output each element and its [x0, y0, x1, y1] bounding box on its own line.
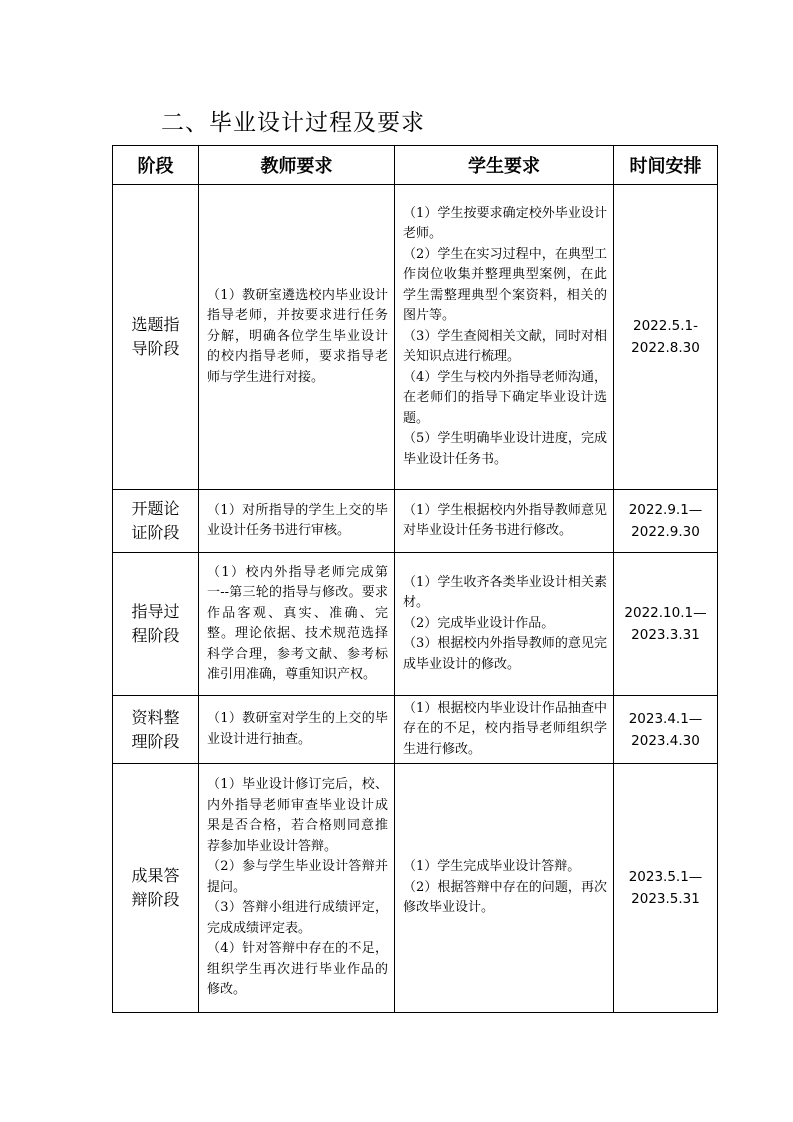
- schedule-cell: [614, 553, 718, 696]
- schedule-cell: [614, 185, 718, 490]
- requirement-item: （3）答辩小组进行成绩评定，完成成绩评定表。: [207, 900, 388, 936]
- requirement-item: （1）教研室遴选校内毕业设计指导老师，并按要求进行任务分解，明确各位学生毕业设计的校内指导老师，要求指导老师与学生进行对接。: [207, 287, 388, 385]
- requirement-item: （3）学生查阅相关文献，同时对相关知识点进行梳理。: [403, 328, 607, 365]
- requirement-item: （1）学生根据校内外指导教师意见对毕业设计任务书进行修改。: [403, 502, 607, 538]
- requirement-item: （1）毕业设计修订完后，校、内外指导老师审查毕业设计成果是否合格，若合格则同意推荐参加毕业设计答辩。: [207, 777, 388, 854]
- header-stage: 阶段: [113, 146, 199, 185]
- header-teacher-requirements: 教师要求: [199, 146, 395, 185]
- schedule-cell: [614, 764, 718, 1013]
- student-requirements-cell: [395, 696, 614, 764]
- requirement-item: （3）根据校内外指导教师的意见完成毕业设计的修改。: [403, 636, 607, 672]
- requirement-item: （1）校内外指导老师完成第一--第三轮的指导与修改。要求作品客观、真实、准确、完整。理论依据、技术规范选择科学合理，参考文献、参考标准引用准确，尊重知识产权。: [207, 564, 388, 682]
- header-schedule: 时间安排: [614, 146, 718, 185]
- requirement-item: （5）学生明确毕业设计进度，完成毕业设计任务书。: [403, 431, 607, 467]
- table-row: [113, 185, 718, 490]
- requirement-item: （2）学生在实习过程中，在典型工作岗位收集并整理典型案例，在此学生需整理典型个案资料，相关的图片等。: [403, 246, 607, 324]
- requirement-item: （1）学生完成毕业设计答辩。: [403, 859, 581, 875]
- teacher-requirements-cell: [199, 490, 395, 553]
- stage-cell: 开题论证阶段: [113, 490, 199, 553]
- table-row: [113, 490, 718, 553]
- table-row: [113, 696, 718, 764]
- stage-cell: 成果答辩阶段: [113, 764, 199, 1013]
- requirement-item: （1）根据校内毕业设计作品抽查中存在的不足，校内指导老师组织学生进行修改。: [403, 700, 607, 757]
- requirement-item: （1）学生按要求确定校外毕业设计老师。: [403, 205, 607, 242]
- student-requirements-cell: [395, 764, 614, 1013]
- teacher-requirements-cell: [199, 185, 395, 490]
- table-row: [113, 553, 718, 696]
- schedule-end: 2023.5.31: [631, 891, 700, 907]
- schedule-end: 2023.4.30: [631, 732, 700, 749]
- schedule-start: 2023.4.1—: [628, 710, 703, 727]
- schedule-start: 2022.5.1-: [633, 318, 698, 334]
- student-requirements-cell: [395, 490, 614, 553]
- schedule-cell: [614, 490, 718, 553]
- student-requirements-cell: [395, 185, 614, 490]
- requirement-item: （2）参与学生毕业设计答辩并提问。: [207, 859, 388, 895]
- schedule-start: 2022.9.1—: [628, 502, 703, 518]
- requirement-item: （2）根据答辩中存在的问题，再次修改毕业设计。: [403, 879, 607, 916]
- table-header-row: [113, 146, 718, 185]
- requirement-item: （1）对所指导的学生上交的毕业设计任务书进行审核。: [207, 502, 388, 538]
- requirement-item: （4）针对答辩中存在的不足，组织学生再次进行毕业作品的修改。: [207, 941, 388, 998]
- teacher-requirements-cell: [199, 696, 395, 764]
- process-table: [112, 145, 718, 1013]
- stage-cell: 指导过程阶段: [113, 553, 199, 696]
- schedule-end: 2022.9.30: [631, 524, 700, 540]
- requirement-item: （1）学生收齐各类毕业设计相关素材。: [403, 574, 607, 611]
- schedule-start: 2022.10.1—: [624, 605, 707, 621]
- schedule-end: 2023.3.31: [631, 627, 700, 643]
- teacher-requirements-cell: [199, 764, 395, 1013]
- section-title: 二、毕业设计过程及要求: [161, 110, 425, 136]
- teacher-requirements-cell: [199, 553, 395, 696]
- stage-cell: 资料整理阶段: [113, 696, 199, 764]
- schedule-end: 2022.8.30: [631, 340, 700, 356]
- requirement-item: （2）完成毕业设计作品。: [403, 615, 555, 631]
- table-row: [113, 764, 718, 1013]
- requirement-item: （4）学生与校内外指导老师沟通，在老师们的指导下确定毕业设计选题。: [403, 369, 607, 426]
- schedule-cell: [614, 696, 718, 764]
- stage-cell: 选题指导阶段: [113, 185, 199, 490]
- header-student-requirements: 学生要求: [395, 146, 614, 185]
- student-requirements-cell: [395, 553, 614, 696]
- requirement-item: （1）教研室对学生的上交的毕业设计进行抽查。: [207, 711, 388, 747]
- schedule-start: 2023.5.1—: [628, 869, 703, 885]
